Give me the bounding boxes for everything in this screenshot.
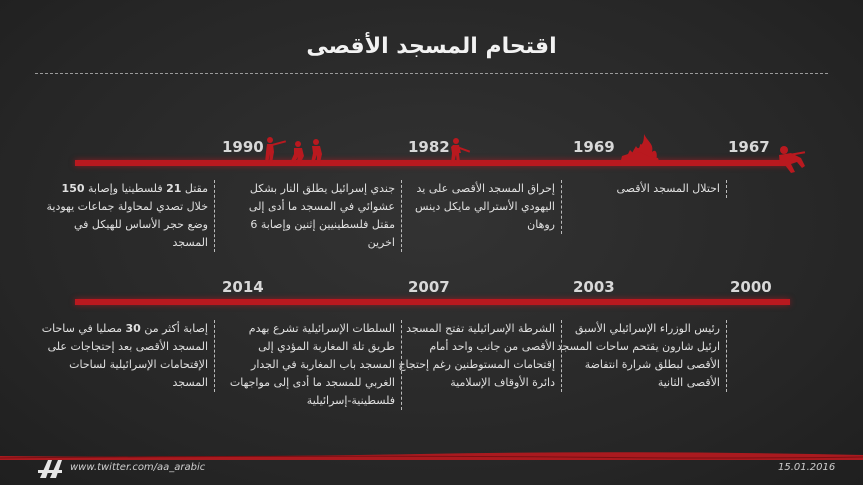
year-1982: 1982	[408, 138, 450, 156]
year-1990: 1990	[222, 138, 264, 156]
timeline-bar-bottom	[75, 299, 790, 305]
year-2014: 2014	[222, 278, 264, 296]
event-2000-description: رئيس الوزراء الإسرائيلي الأسبق ارئيل شارون يقتحم ساحات المسجد الأقصى لبطلق شرارة انتفاضة الأقصى الثانية	[550, 320, 727, 392]
shooter-icon	[448, 137, 472, 165]
year-1967: 1967	[728, 138, 770, 156]
year-1969: 1969	[573, 138, 615, 156]
year-2007: 2007	[408, 278, 450, 296]
event-2014-description: إصابة أكثر من 30 مصليا في ساحات المسجد الأقصى بعد إحتجاجات على الإقتحامات الإسرائيلية لساحات المسجد	[38, 320, 215, 392]
page-title: اقتحام المسجد الأقصى	[306, 34, 557, 59]
footer-date: 15.01.2016	[778, 462, 836, 473]
fire-icon	[618, 132, 662, 166]
event-1990-description: مقتل 21 فلسطينيا وإصابة 150 خلال تصدي لمحاولة جماعات يهودية وضع حجر الأساس للهيكل في المسجد	[38, 180, 215, 252]
bottom-wave-decoration	[0, 448, 863, 460]
event-2007-description: السلطات الإسرائيلية تشرع بهدم طريق تلة المغاربة المؤدي إلى المسجد باب المغاربة في الجدار الغربي للمسجد ما أدى إلى مواجهات فلسطينية-إسرائيلية	[225, 320, 402, 410]
soldier-icon	[775, 144, 807, 174]
title-divider	[35, 73, 828, 74]
event-1969-description: إحراق المسجد الأقصى على يد اليهودي الأسترالي مايكل دينس روهان	[385, 180, 562, 234]
event-2003-description: الشرطة الإسرائيلية تفتح المسجد الأقصى من جانب واحد أمام إقتحامات المستوطنين رغم إحتجاج دائرة الأوقاف الإسلامية	[385, 320, 562, 392]
timeline-bar-top	[75, 160, 790, 166]
aa-logo-icon	[36, 456, 64, 480]
clash-icon	[262, 136, 328, 166]
event-1967-description: احتلال المسجد الأقصى	[550, 180, 727, 198]
year-2000: 2000	[730, 278, 772, 296]
event-1982-description: جندي إسرائيل يطلق النار بشكل عشوائي في المسجد ما أدى إلى مقتل فلسطينيين إثنين وإصابة 6 اخرين	[225, 180, 402, 252]
year-2003: 2003	[573, 278, 615, 296]
footer-url: www.twitter.com/aa_arabic	[70, 462, 206, 473]
